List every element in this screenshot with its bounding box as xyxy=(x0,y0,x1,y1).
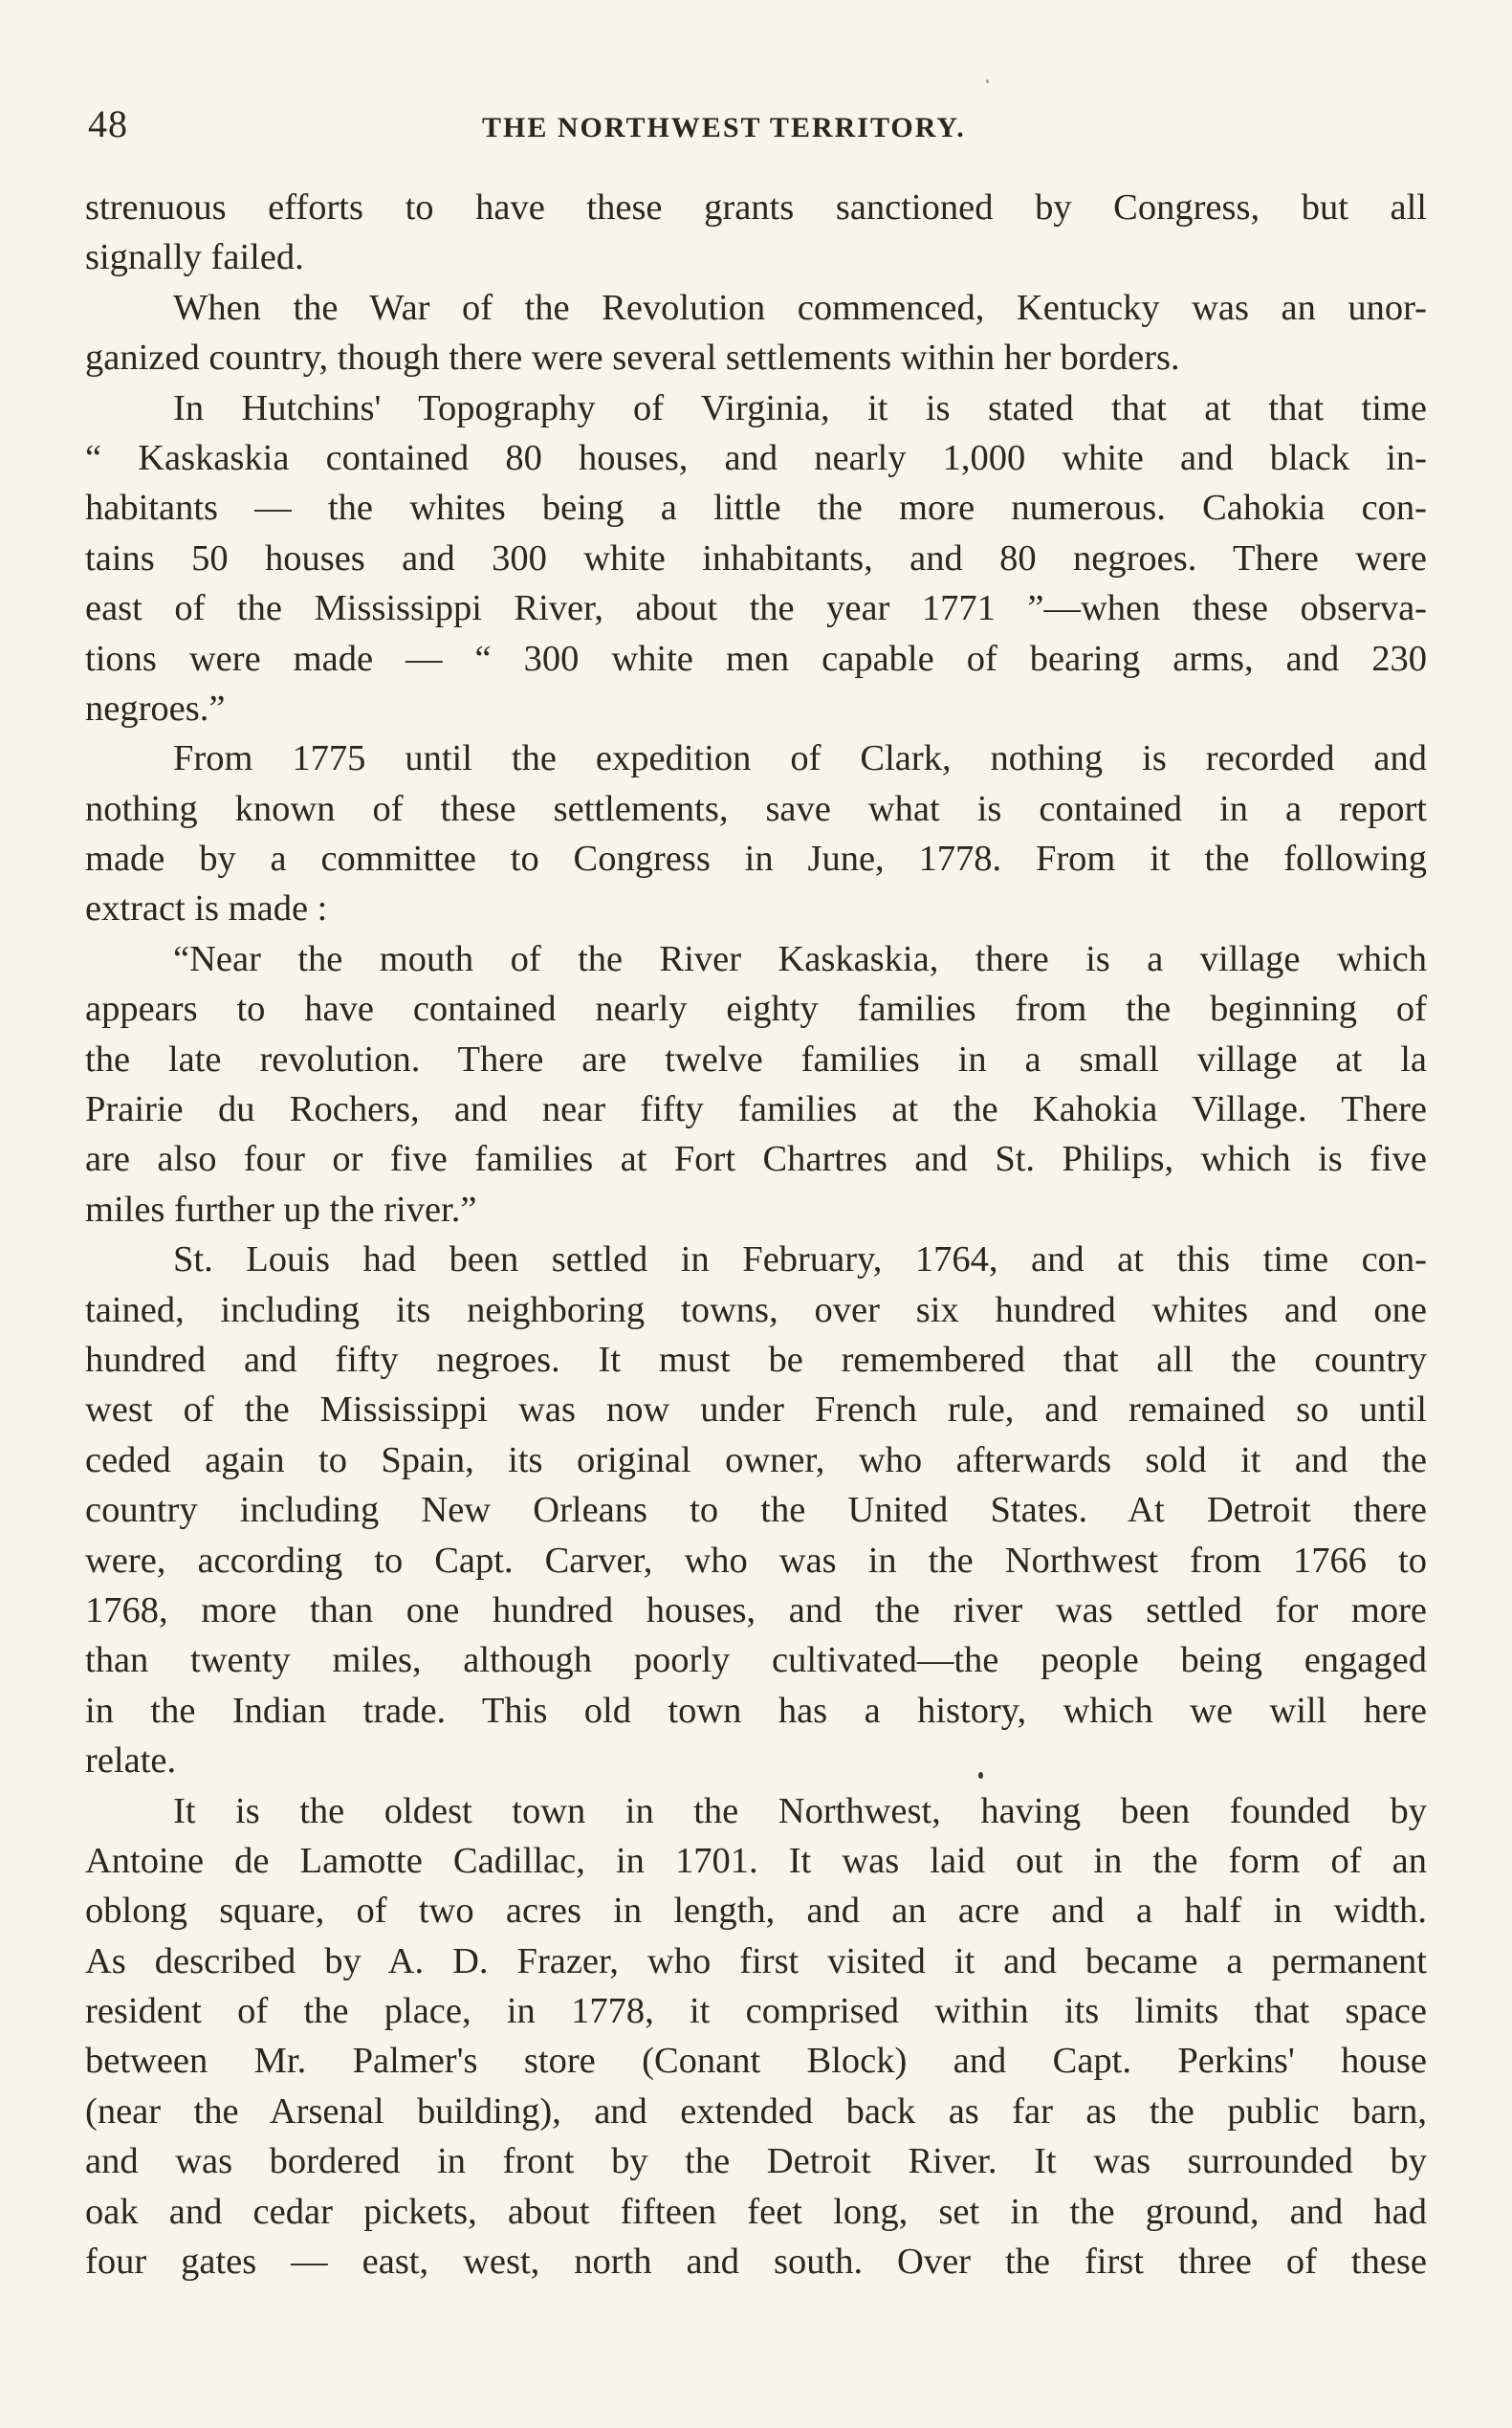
text-line: are also four or five families at Fort Chartres and St. Philips, which is five xyxy=(85,1139,1427,1180)
text-line: four gates — east, west, north and south. Over the first three of these xyxy=(85,2242,1427,2283)
text-line: tions were made — “ 300 white men capable of bearing arms, and 230 xyxy=(85,638,1427,679)
running-title: THE NORTHWEST TERRITORY. xyxy=(482,112,966,143)
text-line: ganized country, though there were several settlements within her borders. xyxy=(85,338,1180,379)
text-line: the late revolution. There are twelve families in a small village at la xyxy=(85,1039,1427,1080)
page-number: 48 xyxy=(88,102,128,145)
text-line: In Hutchins' Topography of Virginia, it is stated that at that time xyxy=(173,387,1427,428)
text-line: habitants — the whites being a little the more numerous. Cahokia con- xyxy=(85,488,1427,529)
text-line: tained, including its neighboring towns, over six hundred whites and one xyxy=(85,1289,1427,1330)
text-line: extract is made : xyxy=(85,888,328,930)
text-line: strenuous efforts to have these grants sanctioned by Congress, but all xyxy=(85,187,1427,228)
text-line: When the War of the Revolution commenced, Kentucky was an unor- xyxy=(173,287,1427,328)
text-line: hundred and fifty negroes. It must be remembered that all the country xyxy=(85,1339,1427,1380)
text-line: negroes.” xyxy=(85,688,226,729)
text-line: It is the oldest town in the Northwest, having been founded by xyxy=(173,1790,1427,1831)
text-line: in the Indian trade. This old town has a history, which we will here xyxy=(85,1690,1427,1731)
text-line: appears to have contained nearly eighty families from the beginning of xyxy=(85,989,1427,1030)
text-line: 1768, more than one hundred houses, and the river was settled for more xyxy=(85,1589,1427,1630)
text-line: between Mr. Palmer's store (Conant Block) and Capt. Perkins' house xyxy=(85,2041,1427,2082)
text-line: As described by A. D. Frazer, who first visited it and became a permanent xyxy=(85,1940,1427,1981)
ink-speck xyxy=(986,79,989,83)
text-line: east of the Mississippi River, about the year 1771 ”—when these observa- xyxy=(85,588,1427,629)
text-line: were, according to Capt. Carver, who was in the Northwest from 1766 to xyxy=(85,1540,1427,1581)
text-line: miles further up the river.” xyxy=(85,1189,477,1230)
text-line: “Near the mouth of the River Kaskaskia, there is a village which xyxy=(173,938,1427,979)
body-text xyxy=(85,183,1427,2286)
text-line: From 1775 until the expedition of Clark, nothing is recorded and xyxy=(173,738,1427,779)
text-line: than twenty miles, although poorly cultivated—the people being engaged xyxy=(85,1640,1427,1681)
running-head xyxy=(88,96,1427,153)
text-line: nothing known of these settlements, save what is contained in a report xyxy=(85,788,1427,829)
text-line: west of the Mississippi was now under French rule, and remained so until xyxy=(85,1389,1427,1431)
text-line: tains 50 houses and 300 white inhabitants, and 80 negroes. There were xyxy=(85,537,1427,579)
text-line: “ Kaskaskia contained 80 houses, and nearly 1,000 white and black in- xyxy=(85,437,1427,478)
text-line: (near the Arsenal building), and extended back as far as the public barn, xyxy=(85,2090,1427,2132)
ink-speck xyxy=(978,1772,983,1779)
text-line: made by a committee to Congress in June, 1778. From it the following xyxy=(85,839,1427,880)
text-line: signally failed. xyxy=(85,237,304,278)
text-line: Antoine de Lamotte Cadillac, in 1701. It was laid out in the form of an xyxy=(85,1840,1427,1881)
text-line: oak and cedar pickets, about fifteen feet long, set in the ground, and had xyxy=(85,2191,1427,2232)
text-line: country including New Orleans to the United States. At Detroit there xyxy=(85,1490,1427,1531)
text-line: St. Louis had been settled in February, 1764, and at this time con- xyxy=(173,1239,1427,1280)
text-line: oblong square, of two acres in length, and an acre and a half in width. xyxy=(85,1891,1427,1932)
text-line: and was bordered in front by the Detroit River. It was surrounded by xyxy=(85,2141,1427,2182)
text-line: ceded again to Spain, its original owner, who afterwards sold it and the xyxy=(85,1439,1427,1480)
text-line: relate. xyxy=(85,1740,177,1782)
text-line: resident of the place, in 1778, it comprised within its limits that space xyxy=(85,1991,1427,2032)
text-line: Prairie du Rochers, and near fifty families at the Kahokia Village. There xyxy=(85,1089,1427,1130)
